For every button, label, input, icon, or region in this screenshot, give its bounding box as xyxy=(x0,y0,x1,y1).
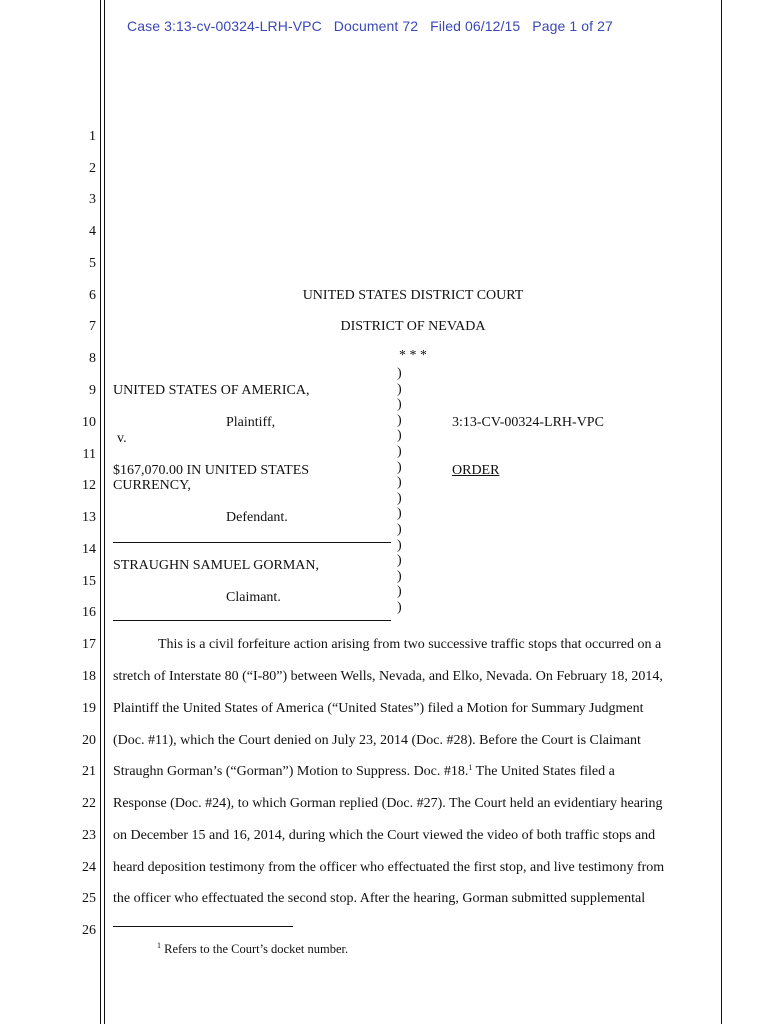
caption-paren: ) xyxy=(397,521,402,537)
caption-paren: ) xyxy=(397,459,402,475)
caption-paren: ) xyxy=(397,490,402,506)
caption-paren: ) xyxy=(397,428,402,444)
caption-bottom-rule xyxy=(113,620,391,621)
left-margin-rule-outer xyxy=(100,0,101,1024)
caption-paren: ) xyxy=(397,568,402,584)
line-number: 2 xyxy=(89,161,96,176)
line-number: 25 xyxy=(82,891,96,906)
line-number: 14 xyxy=(82,542,96,557)
document-title: ORDER xyxy=(452,463,500,478)
caption-divider xyxy=(113,542,391,543)
body-line-text-continued: The United States filed a xyxy=(472,764,615,779)
right-margin-rule xyxy=(721,0,722,1024)
line-number: 21 xyxy=(82,764,96,779)
line-number: 20 xyxy=(82,733,96,748)
line-number: 8 xyxy=(89,351,96,366)
line-number: 22 xyxy=(82,796,96,811)
line-number: 16 xyxy=(82,605,96,620)
court-name: UNITED STATES DISTRICT COURT xyxy=(302,288,524,303)
claimant-role: Claimant. xyxy=(226,590,281,605)
body-line: This is a civil forfeiture action arising from two successive traffic stops that occurred on a xyxy=(158,637,662,652)
plaintiff-role: Plaintiff, xyxy=(226,415,276,430)
line-number: 26 xyxy=(82,923,96,938)
section-separator: * * * xyxy=(399,348,427,363)
header-page: Page 1 of 27 xyxy=(532,18,613,34)
body-line: stretch of Interstate 80 (“I-80”) between Wells, Nevada, and Elko, Nevada. On February 18, 2014, xyxy=(113,669,663,684)
ecf-header xyxy=(127,18,613,34)
caption-paren: ) xyxy=(397,381,402,397)
caption-paren: ) xyxy=(397,553,402,569)
line-number: 19 xyxy=(82,701,96,716)
body-line: heard deposition testimony from the officer who effectuated the first stop, and live testimony from xyxy=(113,860,665,875)
line-number: 24 xyxy=(82,860,96,875)
claimant-name: STRAUGHN SAMUEL GORMAN, xyxy=(113,558,319,573)
caption-paren: ) xyxy=(397,506,402,522)
caption-paren: ) xyxy=(397,443,402,459)
line-number: 6 xyxy=(89,288,96,303)
footnote-marker: 1 xyxy=(157,941,161,950)
footnote-text: Refers to the Court’s docket number. xyxy=(164,942,349,956)
line-number: 23 xyxy=(82,828,96,843)
body-line: Response (Doc. #24), to which Gorman replied (Doc. #27). The Court held an evidentiary hearing xyxy=(113,796,663,811)
line-number: 18 xyxy=(82,669,96,684)
line-number: 5 xyxy=(89,256,96,271)
footnote-separator xyxy=(113,926,293,927)
caption-paren: ) xyxy=(397,412,402,428)
defendant-role: Defendant. xyxy=(226,510,288,525)
line-number: 4 xyxy=(89,224,96,239)
defendant-name-line1: $167,070.00 IN UNITED STATES xyxy=(113,463,310,478)
versus-label: v. xyxy=(117,431,127,446)
line-number: 7 xyxy=(89,319,96,334)
caption-paren: ) xyxy=(397,584,402,600)
footnote xyxy=(157,942,348,957)
body-line: the officer who effectuated the second stop. After the hearing, Gorman submitted supplemental xyxy=(113,891,646,906)
header-document: Document 72 xyxy=(333,18,419,34)
footnote-reference[interactable]: 1 xyxy=(468,763,473,772)
line-number: 1 xyxy=(89,129,96,144)
case-number: 3:13-CV-00324-LRH-VPC xyxy=(452,415,604,430)
caption-paren-column xyxy=(397,366,407,616)
plaintiff-name: UNITED STATES OF AMERICA, xyxy=(113,383,310,398)
header-case-number: Case 3:13-cv-00324-LRH-VPC xyxy=(127,18,322,34)
caption-paren: ) xyxy=(397,475,402,491)
header-filed: Filed 06/12/15 xyxy=(430,18,521,34)
line-number: 17 xyxy=(82,637,96,652)
line-number: 9 xyxy=(89,383,96,398)
body-line-text: Straughn Gorman’s (“Gorman”) Motion to Suppress. Doc. #18. xyxy=(113,764,469,779)
caption-paren: ) xyxy=(397,537,402,553)
line-number: 13 xyxy=(82,510,96,525)
line-number: 11 xyxy=(82,447,96,462)
caption-paren: ) xyxy=(397,599,402,615)
line-number: 3 xyxy=(89,192,96,207)
line-number: 15 xyxy=(82,574,96,589)
defendant-name-line2: CURRENCY, xyxy=(113,478,191,493)
body-line: Plaintiff the United States of America (“United States”) filed a Motion for Summary Judgment xyxy=(113,701,644,716)
caption-paren: ) xyxy=(397,397,402,413)
body-line: (Doc. #11), which the Court denied on July 23, 2014 (Doc. #28). Before the Court is Claimant xyxy=(113,733,641,748)
left-margin-rule-inner xyxy=(104,0,105,1024)
caption-paren: ) xyxy=(397,366,402,381)
line-number: 10 xyxy=(82,415,96,430)
line-number: 12 xyxy=(82,478,96,493)
body-line: on December 15 and 16, 2014, during which the Court viewed the video of both traffic stops and xyxy=(113,828,656,843)
court-district: DISTRICT OF NEVADA xyxy=(340,319,486,334)
body-line-with-footnote xyxy=(113,763,615,781)
